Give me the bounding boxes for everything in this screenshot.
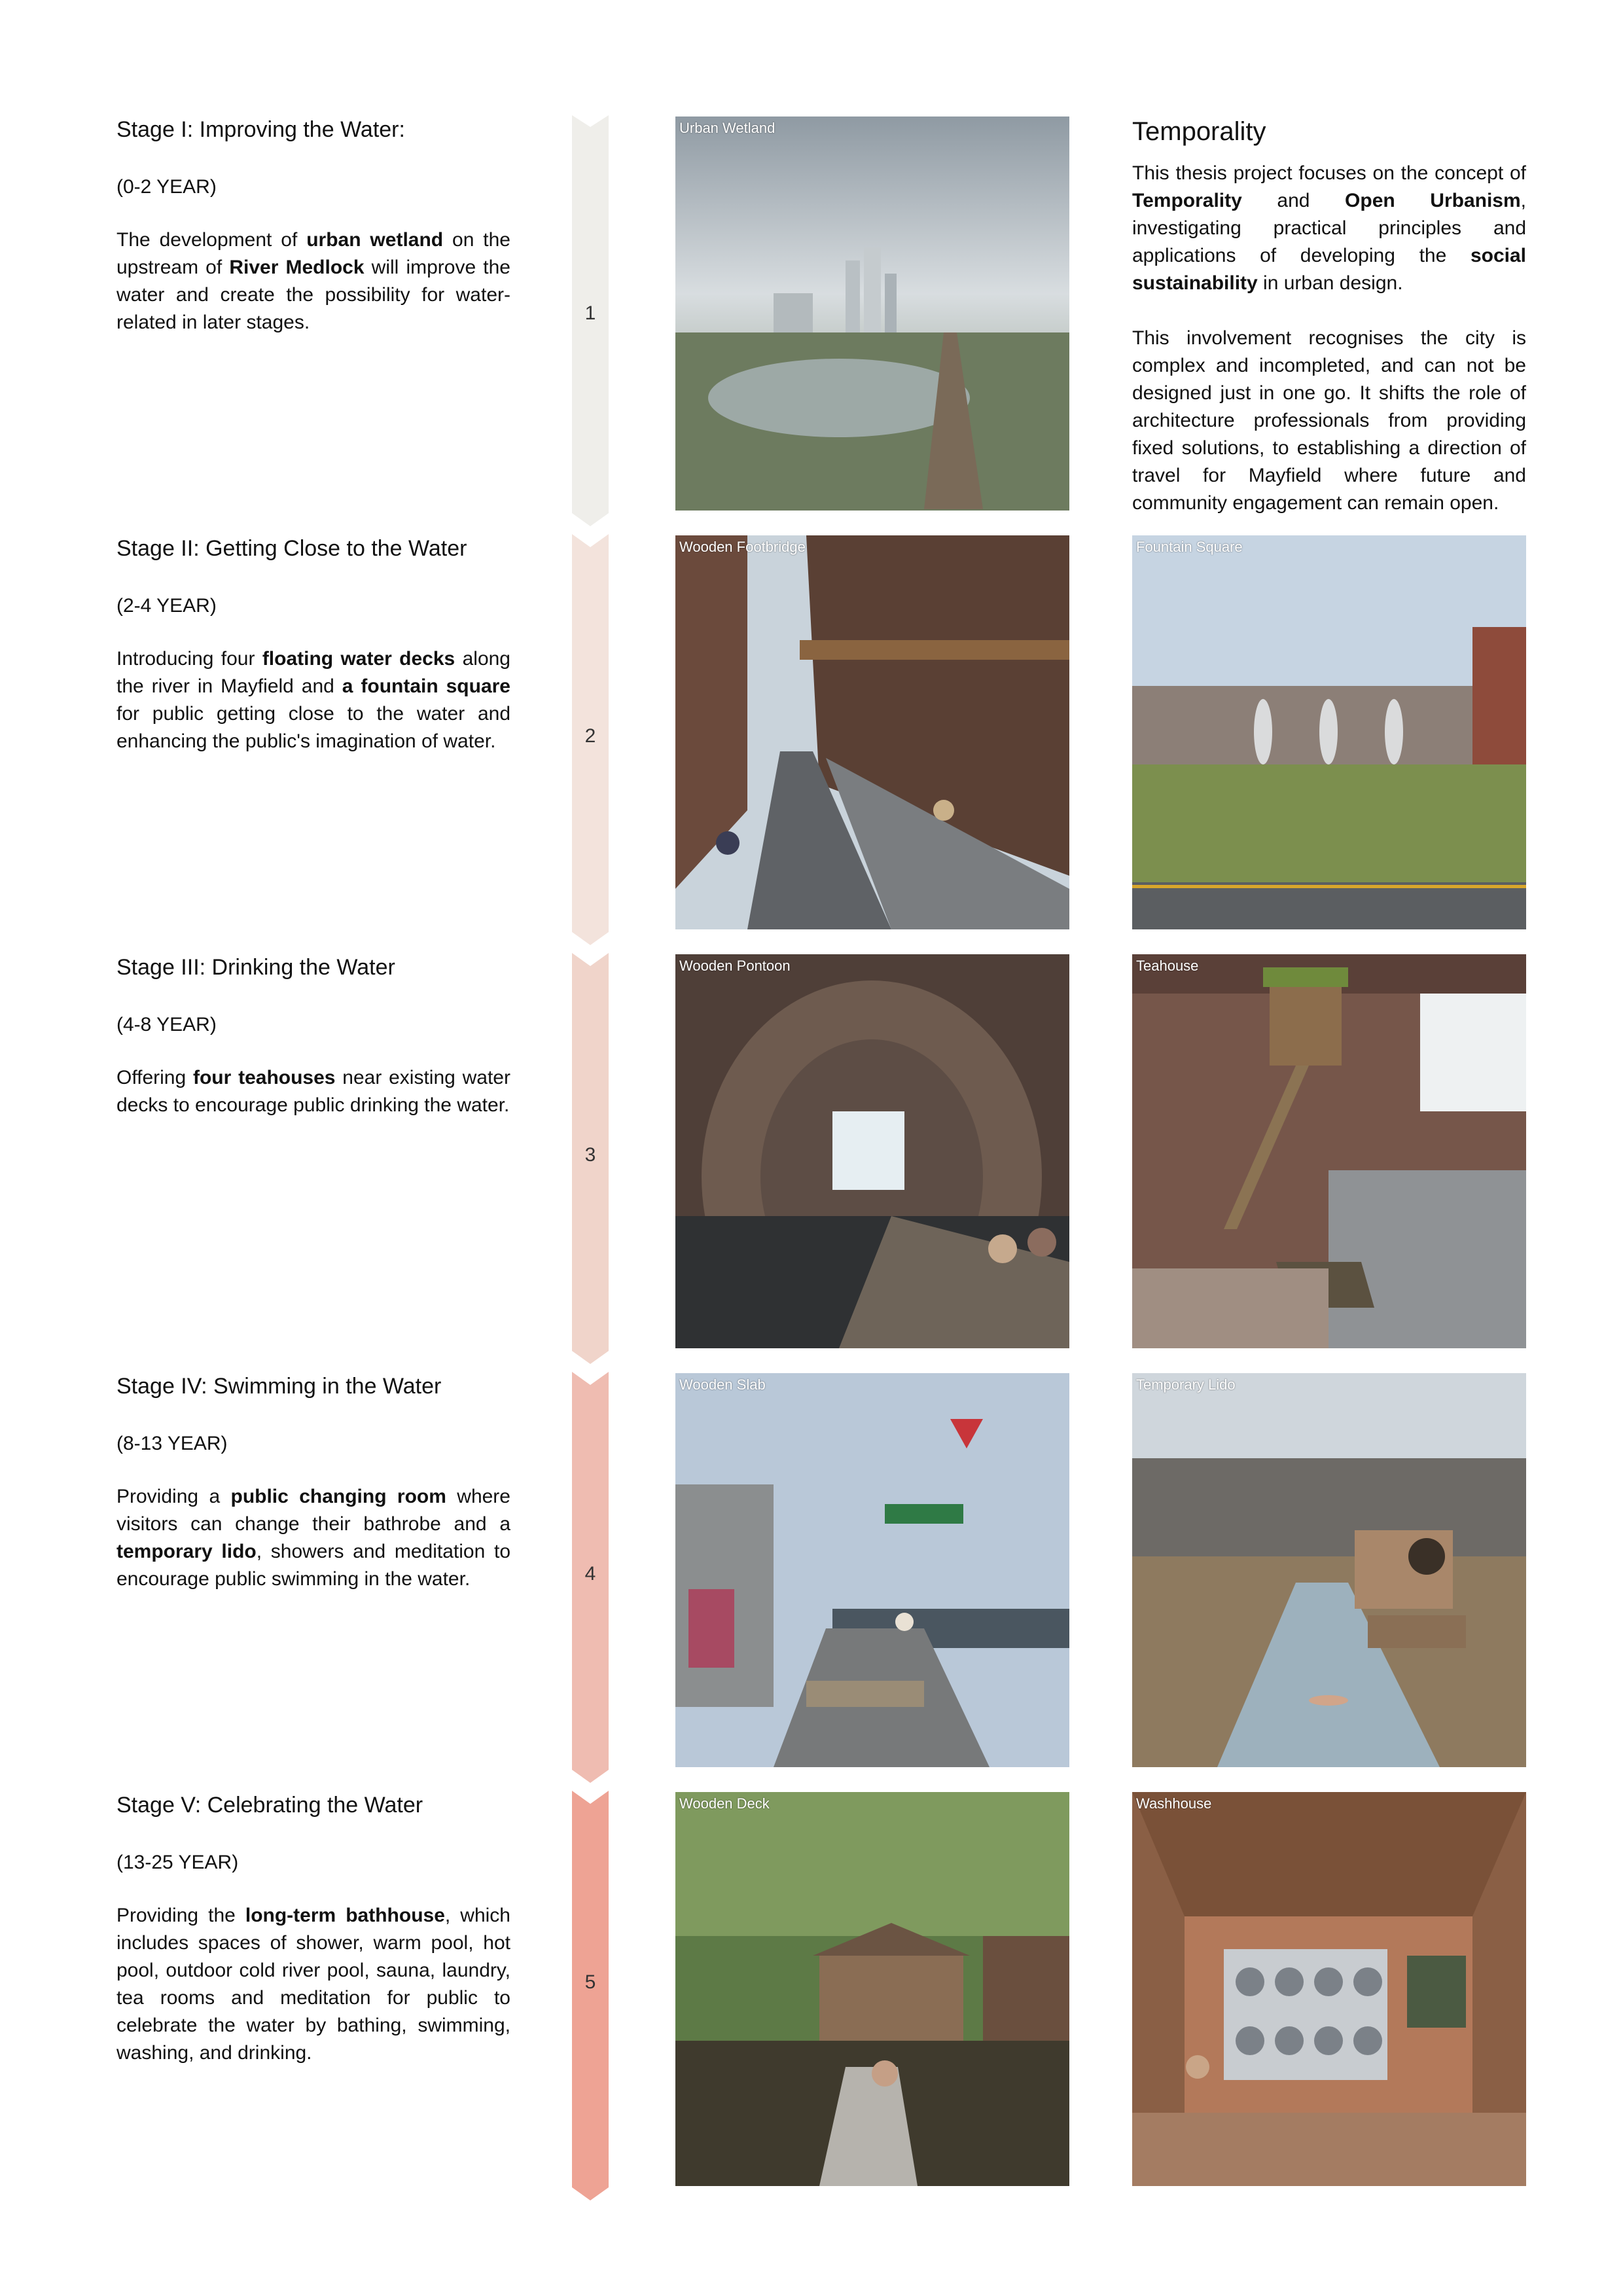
stage-title: Stage IV: Swimming in the Water [116,1374,442,1399]
body-text: in urban design. [1257,272,1403,294]
stage-title: Stage III: Drinking the Water [116,955,395,980]
stage-description [116,645,510,755]
emphasis-text: public changing room [230,1486,446,1507]
photo-label: Wooden Pontoon [679,958,791,974]
stage-description [116,226,510,336]
stage-years: (0-2 YEAR) [116,176,217,198]
body-text: for public getting close to the water and enhancing the public's imagination of water. [116,703,510,752]
photo-teahouse [1132,954,1526,1348]
photo-label: Washhouse [1136,1795,1212,1812]
stage-description [116,1064,510,1119]
photo-label: Teahouse [1136,958,1199,974]
photo-wooden-footbridge [675,535,1069,929]
deck-illustration [675,1792,1069,2186]
photo-washhouse [1132,1792,1526,2186]
tunnel-illustration [675,954,1069,1348]
intro-paragraph-1 [1132,160,1526,297]
photo-fountain-square [1132,535,1526,929]
emphasis-text: four teahouses [192,1067,336,1088]
emphasis-text: Open Urbanism [1345,190,1521,211]
body-text: Providing a [116,1486,231,1507]
body-text: , which includes spaces of shower, warm pool, hot pool, outdoor cold river pool, sauna, laundry, tea rooms and meditation for public to celebrate the water by bathing, swimming, washing, and drinking. [116,1905,510,2064]
lido-illustration [1132,1373,1526,1767]
washhouse-illustration [1132,1792,1526,2186]
photo-label: Fountain Square [1136,539,1243,555]
stage-number-2: 2 [584,725,596,747]
stage-years: (8-13 YEAR) [116,1433,228,1454]
photo-urban-wetland [675,117,1069,511]
photo-wooden-deck [675,1792,1069,2186]
wetland-illustration [675,117,1069,511]
timeline-segment-5 [572,1791,609,2200]
emphasis-text: long-term bathhouse [245,1905,445,1926]
emphasis-text: a fountain square [342,675,510,697]
street-illustration [675,535,1069,929]
intro-paragraph-2: This involvement recognises the city is complex and incompleted, and can not be designed just in one go. It shifts the role of architecture professionals from providing fixed solutions, to establishing a direction of travel for Mayfield where future and community engagement can remain open. [1132,327,1526,514]
photo-wooden-slab [675,1373,1069,1767]
stage-years: (4-8 YEAR) [116,1014,217,1035]
photo-label: Urban Wetland [679,120,776,136]
body-text: on the upstream of [116,229,510,278]
square-illustration [1132,535,1526,929]
body-text: This thesis project focuses on the concept of [1132,162,1526,184]
body-text: Introducing four [116,648,262,670]
teahouse-illustration [1132,954,1526,1348]
photo-temporary-lido [1132,1373,1526,1767]
stage-description [116,1483,510,1593]
stage-2 [116,534,510,755]
stage-5 [116,1791,510,2067]
stage-3 [116,953,510,1119]
stage-number-5: 5 [584,1971,596,1993]
photo-label: Wooden Footbridge [679,539,806,555]
intro-title: Temporality [1132,117,1266,146]
emphasis-text: urban wetland [306,229,444,251]
stage-4 [116,1372,510,1593]
body-text: where visitors can change their bathrobe and a [116,1486,510,1535]
body-text: will improve the water and create the possibility for water-related in later stages. [116,257,510,333]
photo-wooden-pontoon [675,954,1069,1348]
stage-years: (13-25 YEAR) [116,1852,239,1873]
emphasis-text: temporary lido [116,1541,257,1562]
body-text: , showers and meditation to encourage public swimming in the water. [116,1541,511,1590]
body-text: Providing the [116,1905,245,1926]
stage-number-3: 3 [584,1144,596,1166]
emphasis-text: social sustainability [1132,245,1526,294]
slab-illustration [675,1373,1069,1767]
stage-title: Stage V: Celebrating the Water [116,1793,423,1818]
emphasis-text: River Medlock [229,257,365,278]
body-text: along the river in Mayfield and [116,648,510,697]
stage-title: Stage I: Improving the Water: [116,117,405,142]
body-text: and [1241,190,1346,211]
emphasis-text: floating water decks [262,648,455,670]
photo-label: Temporary Lido [1136,1376,1236,1393]
body-text: near existing water decks to encourage public drinking the water. [116,1067,510,1116]
body-text: Offering [116,1067,193,1088]
stage-description [116,1902,510,2067]
body-text: , investigating practical principles and applications of developing the [1132,190,1526,266]
intro-section [1132,115,1526,517]
photo-label: Wooden Slab [679,1376,766,1393]
stage-number-4: 4 [584,1563,596,1585]
emphasis-text: Temporality [1132,190,1242,211]
stage-1 [116,115,510,336]
stage-title: Stage II: Getting Close to the Water [116,536,467,561]
stage-number-1: 1 [584,302,596,324]
photo-label: Wooden Deck [679,1795,770,1812]
body-text: The development of [116,229,307,251]
stage-years: (2-4 YEAR) [116,595,217,617]
